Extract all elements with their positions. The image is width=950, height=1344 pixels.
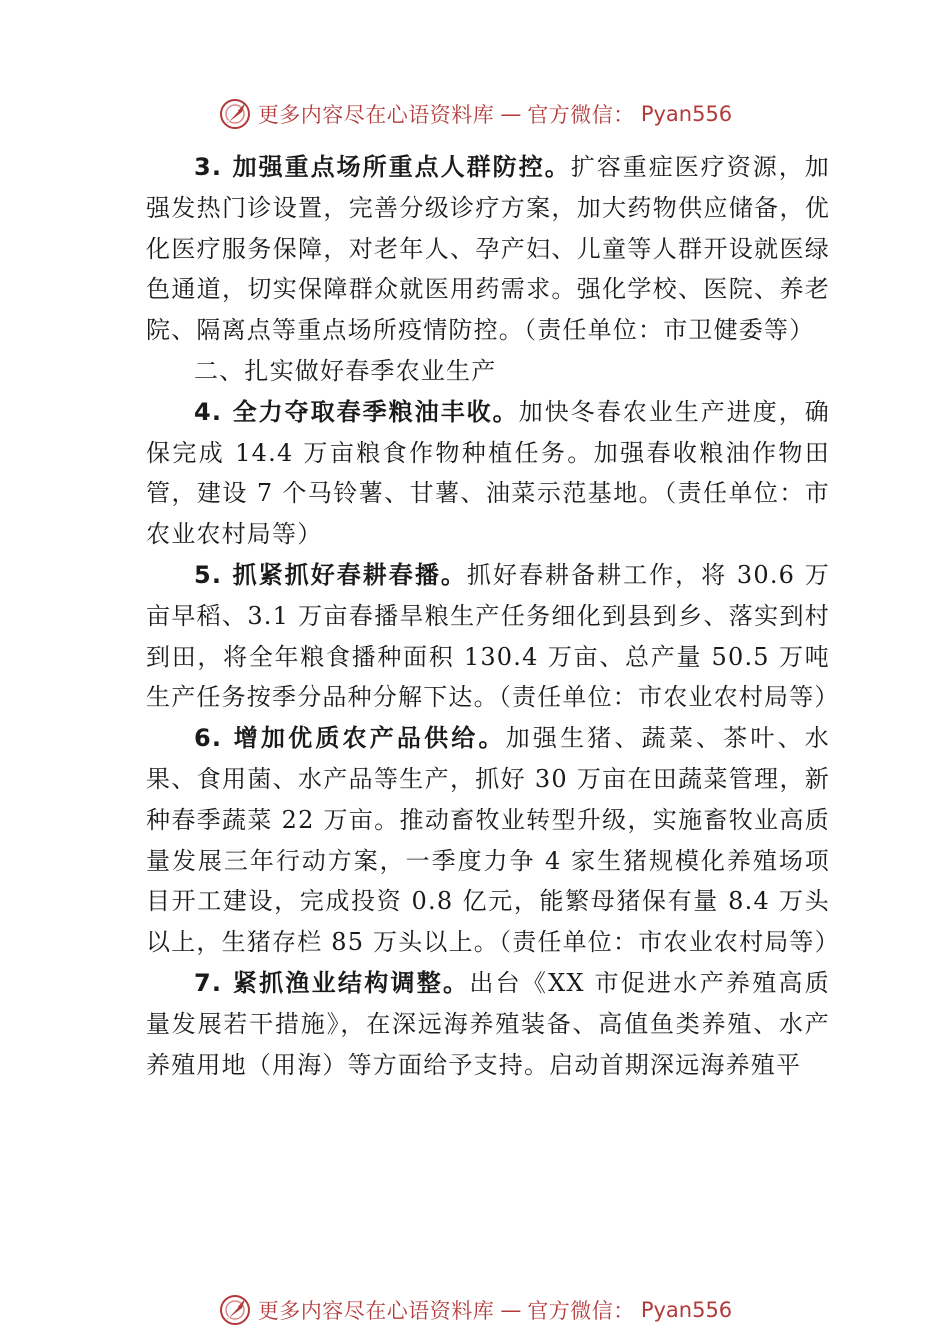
paragraph-lead: 4. 全力夺取春季粮油丰收。 (194, 397, 519, 426)
paragraph-lead: 6. 增加优质农产品供给。 (194, 724, 506, 753)
quill-logo-icon (218, 1293, 252, 1327)
watermark-wechat-id: Pyan556 (640, 1298, 733, 1322)
paragraph-item-5 (146, 555, 840, 718)
paragraph-body: 加快冬春农业生产进度，确保完成 14.4 万亩粮食作物种植任务。加强春收粮油作物田管，建设 7 个马铃薯、甘薯、油菜示范基地。（责任单位：市农业农村局等） (146, 397, 830, 549)
section-heading: 二、扎实做好春季农业生产 (194, 356, 497, 385)
paragraph-body: 出台《XX 市促进水产养殖高质量发展若干措施》，在深远海养殖装备、高值鱼类养殖、水产养殖用地（用海）等方面给予支持。启动首期深远海养殖平 (146, 968, 830, 1079)
paragraph-lead: 5. 抓紧抓好春耕春播。 (194, 560, 467, 589)
paragraph-item-6 (146, 718, 840, 963)
watermark-text: 更多内容尽在心语资料库 (257, 103, 495, 127)
paragraph-item-3 (146, 147, 830, 351)
watermark-text: 更多内容尽在心语资料库 (257, 1299, 495, 1323)
watermark-wechat-id: Pyan556 (640, 102, 733, 126)
document-body (146, 147, 840, 1085)
paragraph-body: 扩容重症医疗资源，加强发热门诊设置，完善分级诊疗方案，加大药物供应储备，优化医疗服务保障，对老年人、孕产妇、儿童等人群开设就医绿色通道，切实保障群众就医用药需求。强化学校、医院、养老院、隔离点等重点场所疫情防控。（责任单位：市卫健委等） (146, 153, 831, 345)
watermark-footer (0, 1290, 950, 1330)
watermark-separator: — (500, 1298, 522, 1322)
paragraph-body: 加强生猪、蔬菜、茶叶、水果、食用菌、水产品等生产，抓好 30 万亩在田蔬菜管理，新种春季蔬菜 22 万亩。推动畜牧业转型升级，实施畜牧业高质量发展三年行动方案，一季度力争 4 家生猪规模化养殖场项目开工建设，完成投资 0.8 亿元，能繁母猪保有量 8.4 万头以上，生猪存栏 85 万头以上。（责任单位：市农业农村局等） (146, 724, 840, 957)
paragraph-item-4 (146, 392, 830, 555)
watermark-separator: — (500, 102, 522, 126)
paragraph-lead: 3. 加强重点场所重点人群防控。 (194, 153, 571, 181)
paragraph-body: 抓好春耕备耕工作，将 30.6 万亩早稻、3.1 万亩春播旱粮生产任务细化到县到乡、落实到村到田，将全年粮食播种面积 130.4 万亩、总产量 50.5 万吨生产任务按季分品种分解下达。（责任单位：市农业农村局等） (146, 560, 840, 712)
paragraph-item-7 (146, 963, 830, 1085)
watermark-wechat-label: 官方微信： (527, 103, 635, 127)
quill-logo-icon (218, 97, 252, 131)
watermark-wechat-label: 官方微信： (527, 1299, 635, 1323)
watermark-header (0, 94, 950, 134)
paragraph-lead: 7. 紧抓渔业结构调整。 (194, 968, 470, 997)
